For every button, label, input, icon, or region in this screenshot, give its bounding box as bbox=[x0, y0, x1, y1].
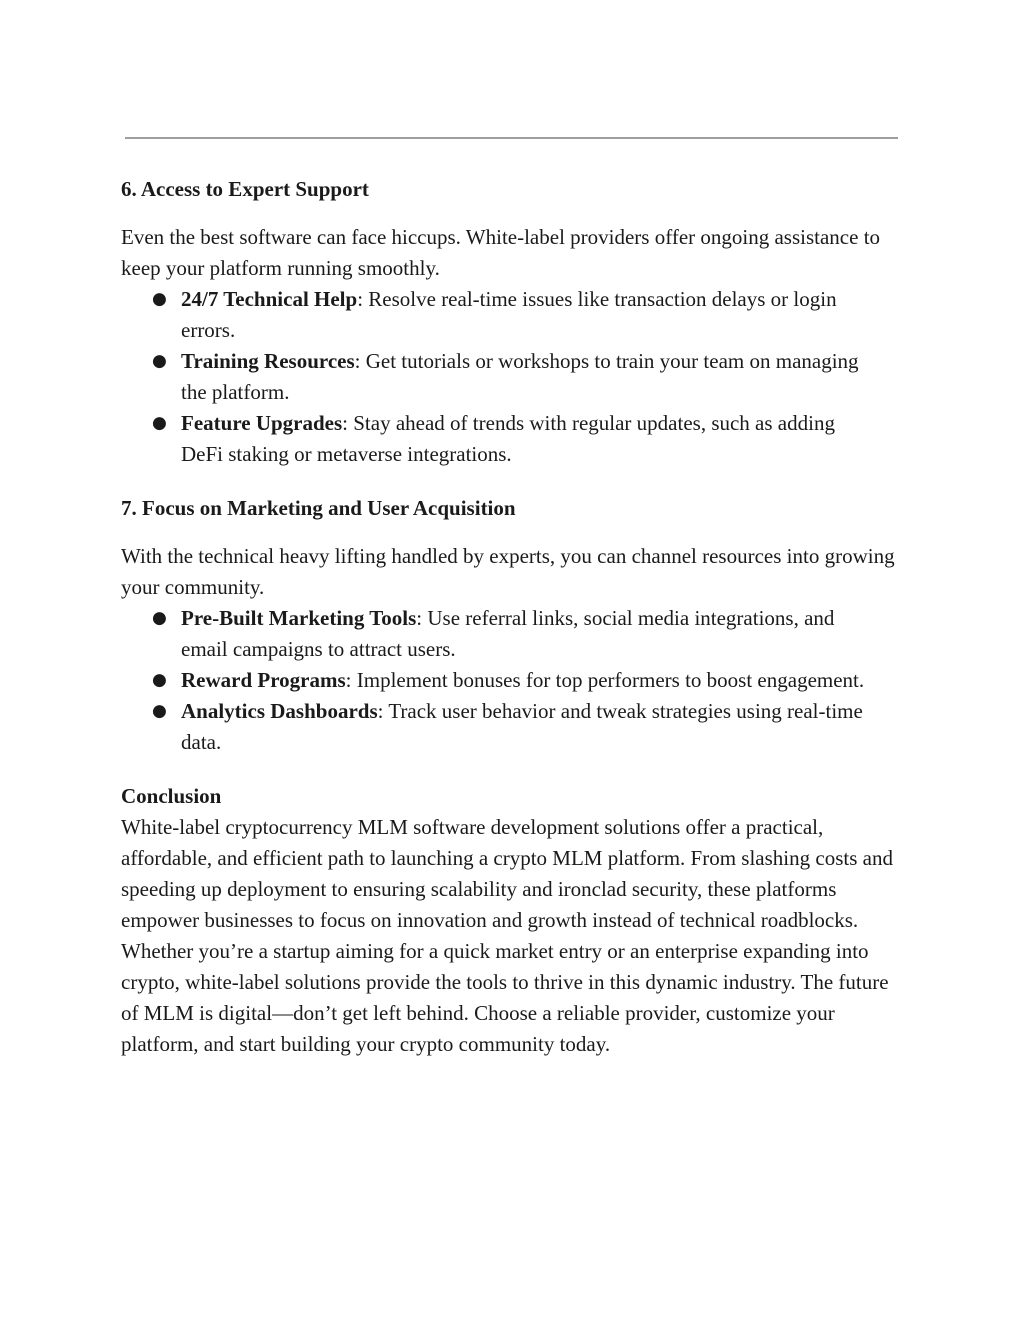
bullet-text: : Get tutorials or workshops to train your team on managing the platform. bbox=[181, 349, 859, 404]
bullet-text: : Use referral links, social media integrations, and email campaigns to attract users. bbox=[181, 606, 835, 661]
bullet-icon: ● bbox=[152, 289, 167, 309]
section-conclusion bbox=[121, 781, 911, 1060]
bullet-term: Pre-Built Marketing Tools bbox=[181, 606, 417, 630]
bullet-icon: ● bbox=[152, 701, 167, 721]
bullet-term: Feature Upgrades bbox=[181, 411, 343, 435]
bullet-list bbox=[121, 603, 881, 758]
bullet-icon: ● bbox=[152, 670, 167, 690]
section-heading: 7. Focus on Marketing and User Acquisition bbox=[121, 496, 516, 520]
section-marketing bbox=[121, 491, 911, 758]
horizontal-divider bbox=[125, 137, 898, 139]
bullet-text: : Track user behavior and tweak strategies using real-time data. bbox=[181, 699, 863, 754]
bullet-text: : Stay ahead of trends with regular updates, such as adding DeFi staking or metaverse integrations. bbox=[181, 411, 835, 466]
bullet-list bbox=[121, 284, 881, 470]
list-item bbox=[152, 346, 881, 408]
bullet-term: Analytics Dashboards bbox=[181, 699, 378, 723]
list-item bbox=[152, 603, 881, 665]
list-item bbox=[152, 408, 881, 470]
list-item bbox=[152, 696, 881, 758]
section-intro: Even the best software can face hiccups. White-label providers offer ongoing assistance to keep your platform running smoothly. bbox=[121, 225, 881, 280]
bullet-icon: ● bbox=[152, 608, 167, 628]
bullet-term: Reward Programs bbox=[181, 668, 346, 692]
list-item bbox=[152, 284, 881, 346]
bullet-text: : Implement bonuses for top performers to boost engagement. bbox=[345, 668, 865, 692]
bullet-text: : Resolve real-time issues like transaction delays or login errors. bbox=[181, 287, 837, 342]
bullet-icon: ● bbox=[152, 351, 167, 371]
bullet-term: Training Resources bbox=[181, 349, 355, 373]
list-item bbox=[152, 665, 881, 696]
conclusion-heading: Conclusion bbox=[121, 784, 222, 808]
section-heading: 6. Access to Expert Support bbox=[121, 177, 369, 201]
document-body bbox=[121, 172, 911, 1060]
section-intro: With the technical heavy lifting handled by experts, you can channel resources into growing your community. bbox=[121, 544, 895, 599]
bullet-term: 24/7 Technical Help bbox=[181, 287, 358, 311]
bullet-icon: ● bbox=[152, 413, 167, 433]
section-expert-support bbox=[121, 172, 911, 470]
conclusion-text: White-label cryptocurrency MLM software development solutions offer a practical, affordable, and efficient path to launching a crypto MLM platform. From slashing costs and speeding up deployment to ensuring scalability and ironclad security, these platforms empower businesses to focus on innovation and growth instead of technical roadblocks. Whether you’re a startup aiming for a quick market entry or an enterprise expanding into crypto, white-label solutions provide the tools to thrive in this dynamic industry. The future of MLM is digital—don’t get left behind. Choose a reliable provider, customize your platform, and start building your crypto community today. bbox=[121, 815, 893, 1056]
